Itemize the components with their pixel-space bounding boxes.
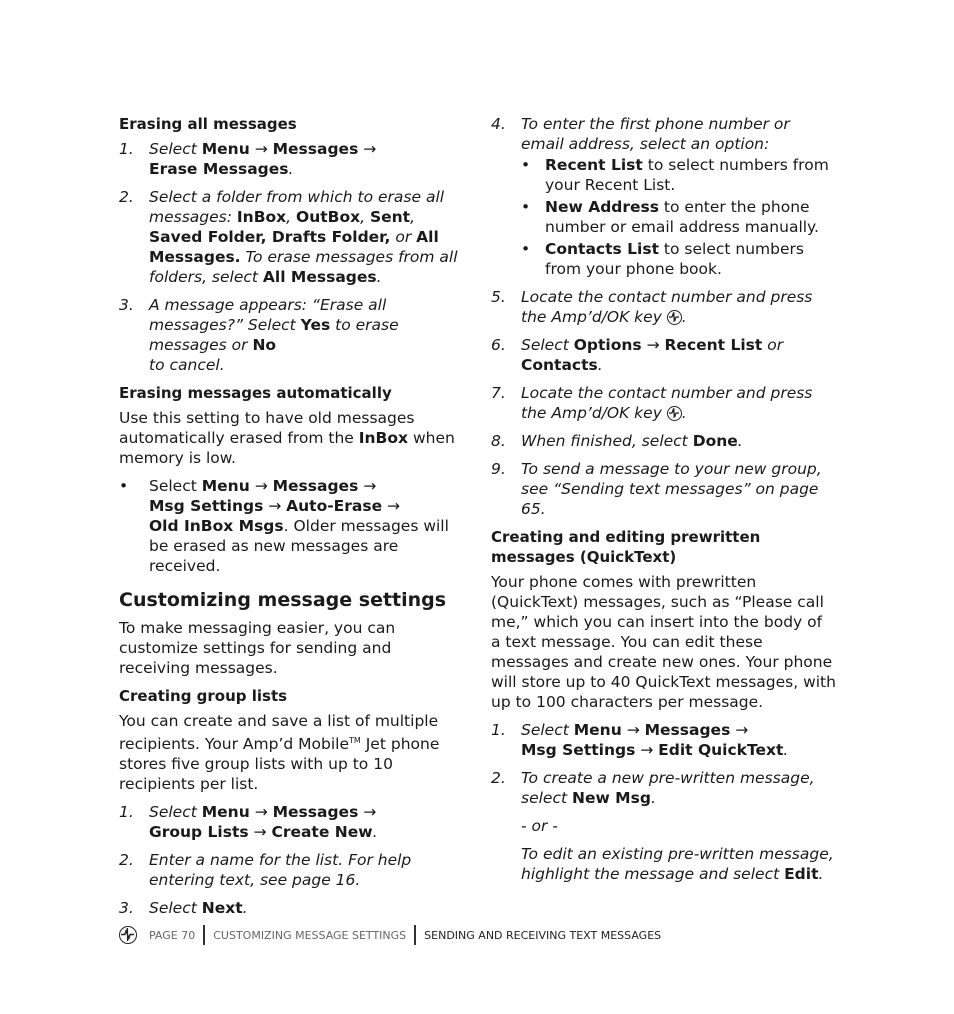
- page-footer: [119, 925, 661, 945]
- group-step-2: 2. Enter a name for the list. For help entering text, see page 16.: [119, 851, 412, 890]
- erase-auto-paragraph: Use this setting to have old messages automatically erased from the InBox when memory is low.: [119, 409, 455, 467]
- group-step-6: 6. Select Options → Recent List or Contacts.: [491, 336, 784, 374]
- footer-divider: [414, 925, 416, 945]
- group-lists-paragraph: You can create and save a list of multiple recipients. Your Amp’d Mobile™ Jet phone stores five group lists with up to 10 recipients per list.: [119, 712, 440, 794]
- erase-all-heading: Erasing all messages: [119, 115, 297, 133]
- group-step-3: 3. Select Next.: [119, 899, 248, 918]
- left-column: [119, 114, 464, 926]
- erase-all-step-2: 2. Select a folder from which to erase all messages: InBox, OutBox, Sent, Saved Folder, Drafts Folder, or All Messages. To erase messages from all folders, select All Messages.: [119, 188, 458, 286]
- group-step-1: 1. Select Menu → Messages → Group Lists → Create New.: [119, 803, 378, 842]
- group-step-9: 9. To send a message to your new group, see “Sending text messages” on page 65.: [491, 460, 822, 518]
- erase-all-step-1: 1. Select Menu → Messages → Erase Messages.: [119, 140, 377, 178]
- quicktext-heading: Creating and editing prewritten messages (QuickText): [491, 528, 761, 566]
- ampd-ok-key-icon: [667, 406, 682, 421]
- option-new-address: • New Address to enter the phone number or email address manually.: [521, 198, 819, 236]
- erase-auto-heading: Erasing messages automatically: [119, 384, 392, 402]
- group-lists-heading: Creating group lists: [119, 687, 288, 705]
- right-column: [491, 114, 836, 892]
- group-step-8: 8. When finished, select Done.: [491, 432, 743, 450]
- option-recent-list: • Recent List to select numbers from your Recent List.: [521, 156, 829, 194]
- footer-divider: [203, 925, 205, 945]
- ampd-logo-icon: [119, 926, 137, 944]
- erase-auto-bullet: • Select Menu → Messages → Msg Settings → Auto-Erase → Old InBox Msgs. Older messages will be erased as new messages are received.: [119, 477, 449, 575]
- group-step-7: 7. Locate the contact number and press the Amp’d/OK key .: [491, 384, 813, 422]
- customizing-heading: Customizing message settings: [119, 589, 447, 611]
- option-contacts-list: • Contacts List to select numbers from your phone book.: [521, 240, 804, 278]
- erase-all-step-3: 3. A message appears: “Erase all messages?” Select Yes to erase messages or No to cancel.: [119, 296, 399, 374]
- ampd-ok-key-icon: [667, 310, 682, 325]
- footer-chapter: SENDING AND RECEIVING TEXT MESSAGES: [424, 928, 662, 942]
- quicktext-paragraph: Your phone comes with prewritten (QuickText) messages, such as “Please call me,” which you can insert into the body of a text message. You can edit these messages and create new ones. Your phone will store up to 40 QuickText messages, with up to 100 characters per message.: [491, 573, 836, 711]
- customizing-paragraph: To make messaging easier, you can customize settings for sending and receiving messages.: [119, 619, 396, 677]
- footer-section: CUSTOMIZING MESSAGE SETTINGS: [213, 928, 407, 942]
- quicktext-step-1: 1. Select Menu → Messages → Msg Settings → Edit QuickText.: [491, 721, 789, 759]
- page-number: PAGE 70: [149, 928, 196, 942]
- group-step-4: 4. To enter the first phone number or email address, select an option: • Recent List to select numbers from your Recent List. • New Address to enter the phone number or email address manually. • Contacts List to select numbers from your phone book.: [491, 114, 836, 287]
- group-step-5: 5. Locate the contact number and press the Amp’d/OK key .: [491, 288, 813, 326]
- quicktext-step-2: 2. To create a new pre-written message, select New Msg. - or - To edit an existing pre-written message, highlight the message and select Edit.: [491, 769, 834, 883]
